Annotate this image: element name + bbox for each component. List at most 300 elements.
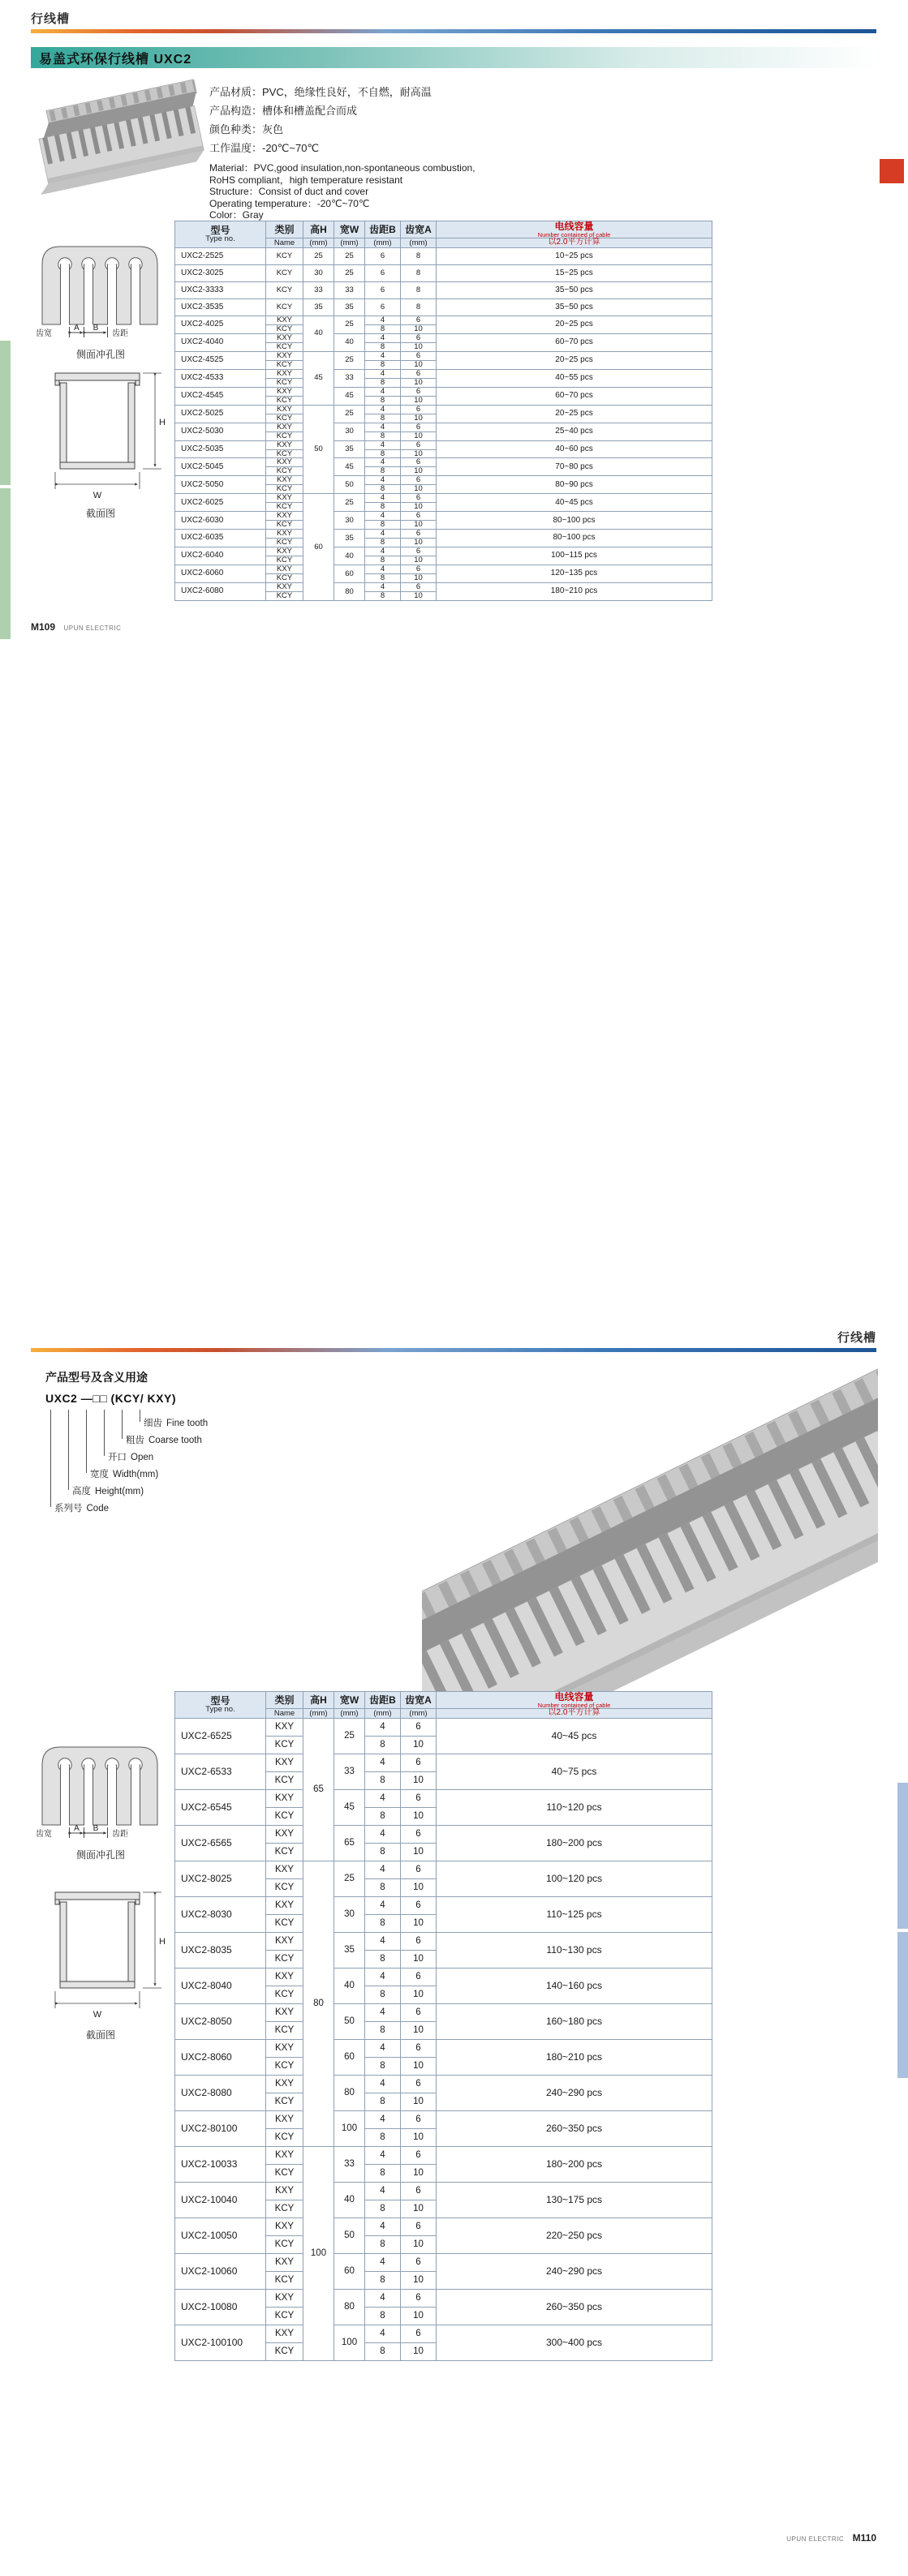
capacity-cell: 110~120 pcs: [437, 1789, 712, 1825]
width-cell: 50: [334, 476, 365, 494]
table-row: [175, 1754, 712, 1771]
tooth-cell: 10: [401, 342, 437, 351]
code-connector-line: [122, 1410, 123, 1439]
tooth-cell: 10: [401, 2021, 437, 2039]
code-label-en: Code: [86, 1504, 109, 1513]
tooth-pitch-label: 齿距: [112, 1830, 128, 1839]
pitch-cell: 4: [365, 2075, 401, 2093]
header-type: 型号 Type no.: [175, 1692, 266, 1719]
width-cell: 60: [334, 2039, 365, 2075]
tooth-cell: 10: [401, 2342, 437, 2360]
model-cell: UXC2-4025: [175, 316, 266, 333]
table-row: [175, 1825, 712, 1843]
tooth-cell: 10: [401, 1986, 437, 2003]
model-cell: UXC2-8050: [175, 2003, 266, 2039]
class-cell: KXY: [266, 2003, 303, 2021]
capacity-cell: 160~180 pcs: [437, 2003, 712, 2039]
pitch-cell: 8: [365, 1986, 401, 2003]
pitch-cell: 4: [365, 530, 401, 539]
class-cell: KXY: [266, 387, 303, 396]
pitch-cell: 6: [365, 264, 401, 281]
page1-title-bar: [31, 47, 876, 68]
class-cell: KCY: [266, 324, 303, 333]
height-cell: 80: [303, 1861, 334, 2146]
width-cell: 30: [334, 423, 365, 440]
pitch-cell: 4: [365, 2218, 401, 2235]
capacity-cell: 35~50 pcs: [437, 281, 712, 298]
class-cell: KCY: [266, 467, 303, 476]
class-cell: KXY: [266, 440, 303, 449]
model-cell: UXC2-10050: [175, 2218, 266, 2253]
tooth-width-label: 齿宽: [36, 1830, 52, 1839]
brand-name: UPUN ELECTRIC: [63, 625, 122, 632]
class-cell: KXY: [266, 2325, 303, 2342]
model-cell: UXC2-3333: [175, 281, 266, 298]
width-cell: 100: [334, 2110, 365, 2146]
tooth-cell: 6: [401, 1861, 437, 1878]
corner-marker-square: [880, 159, 904, 183]
capacity-cell: 260~350 pcs: [437, 2289, 712, 2325]
pitch-cell: 4: [365, 1861, 401, 1878]
spec-line: 产品构造：槽体和槽盖配合而成: [209, 105, 358, 117]
pitch-cell: 8: [365, 556, 401, 565]
model-cell: UXC2-80100: [175, 2110, 266, 2146]
model-cell: UXC2-5030: [175, 423, 266, 440]
class-cell: KXY: [266, 1968, 303, 1986]
model-cell: UXC2-10033: [175, 2146, 266, 2182]
product-photo-small: [29, 76, 206, 219]
model-cell: UXC2-10060: [175, 2253, 266, 2289]
capacity-cell: 20~25 pcs: [437, 316, 712, 333]
pitch-cell: 6: [365, 281, 401, 298]
dim-a-label: A: [74, 1824, 80, 1833]
class-cell: KCY: [266, 247, 303, 264]
capacity-cell: 60~70 pcs: [437, 333, 712, 351]
class-cell: KXY: [266, 1861, 303, 1878]
tooth-cell: 6: [401, 423, 437, 431]
model-code-diagram: [45, 1392, 313, 1522]
pitch-cell: 4: [365, 1896, 401, 1914]
table-row: [175, 369, 712, 378]
header-capacity-note: 以2.0平方计算: [437, 1709, 712, 1719]
header-tooth-width: 齿宽A: [401, 1692, 437, 1709]
code-label-cn: 系列号: [54, 1504, 83, 1513]
width-cell: 50: [334, 2218, 365, 2253]
class-cell: KXY: [266, 369, 303, 378]
model-cell: UXC2-8030: [175, 1896, 266, 1932]
specs-chinese: [209, 83, 432, 157]
pitch-cell: 4: [365, 1932, 401, 1950]
cross-section-caption: 截面图: [85, 2029, 115, 2041]
capacity-cell: 10~25 pcs: [437, 247, 712, 264]
page2-header-rule: [31, 1348, 876, 1352]
model-cell: UXC2-6525: [175, 1718, 266, 1754]
pitch-cell: 4: [365, 476, 401, 485]
class-cell: KCY: [266, 2057, 303, 2075]
width-cell: 25: [334, 494, 365, 512]
width-cell: 30: [334, 512, 365, 530]
width-cell: 45: [334, 458, 365, 476]
pitch-cell: 8: [365, 467, 401, 476]
tooth-cell: 10: [401, 396, 437, 405]
pitch-cell: 8: [365, 378, 401, 387]
pitch-cell: 8: [365, 2235, 401, 2253]
tooth-cell: 10: [401, 1807, 437, 1825]
table-row: [175, 1932, 712, 1950]
code-label-cn: 高度: [72, 1487, 91, 1496]
header-width: 宽W: [334, 221, 365, 238]
table-row: [175, 565, 712, 574]
tooth-cell: 10: [401, 2200, 437, 2218]
class-cell: KCY: [266, 2093, 303, 2110]
width-cell: 25: [334, 1861, 365, 1896]
pitch-cell: 4: [365, 1825, 401, 1843]
code-label-en: Height(mm): [95, 1487, 144, 1496]
model-cell: UXC2-6030: [175, 512, 266, 530]
spec-line: 产品材质：PVC，绝缘性良好，不自燃，耐高温: [209, 86, 432, 98]
pitch-cell: 4: [365, 1754, 401, 1771]
width-cell: 25: [334, 316, 365, 333]
model-cell: UXC2-5050: [175, 476, 266, 494]
code-label-height: [72, 1484, 144, 1497]
width-cell: 60: [334, 2253, 365, 2289]
spec-line: Operating temperature：-20℃~70℃: [209, 197, 370, 209]
class-cell: KXY: [266, 2218, 303, 2235]
model-cell: UXC2-5035: [175, 440, 266, 458]
tooth-cell: 10: [401, 360, 437, 369]
model-cell: UXC2-2525: [175, 247, 266, 264]
class-cell: KCY: [266, 1878, 303, 1896]
capacity-cell: 180~200 pcs: [437, 2146, 712, 2182]
tooth-cell: 10: [401, 2271, 437, 2289]
class-cell: KCY: [266, 1950, 303, 1968]
class-cell: KCY: [266, 1807, 303, 1825]
capacity-cell: 40~45 pcs: [437, 494, 712, 512]
model-cell: UXC2-8080: [175, 2075, 266, 2110]
code-label-open: [108, 1450, 153, 1463]
tooth-cell: 10: [401, 378, 437, 387]
model-cell: UXC2-3535: [175, 298, 266, 316]
pitch-cell: 8: [365, 2307, 401, 2325]
capacity-cell: 110~130 pcs: [437, 1932, 712, 1968]
pitch-cell: 8: [365, 1878, 401, 1896]
table-row: [175, 494, 712, 503]
table-row: [175, 547, 712, 556]
model-cell: UXC2-6035: [175, 530, 266, 547]
tooth-cell: 6: [401, 2182, 437, 2200]
tooth-cell: 6: [401, 1789, 437, 1807]
class-cell: KXY: [266, 547, 303, 556]
model-cell: UXC2-8040: [175, 1968, 266, 2003]
width-cell: 35: [334, 1932, 365, 1968]
header-height: 高H: [303, 1692, 334, 1709]
tooth-cell: 6: [401, 1754, 437, 1771]
spec-line: Structure：Consist of duct and cover: [209, 186, 369, 197]
header-name: 类别: [266, 221, 303, 238]
header-type: 型号 Type no.: [175, 221, 266, 248]
table-row: [175, 2146, 712, 2164]
width-cell: 33: [334, 281, 365, 298]
table-row: [175, 1861, 712, 1878]
header-mm: (mm): [365, 1709, 401, 1719]
tooth-cell: 6: [401, 2253, 437, 2271]
code-label-series: [54, 1501, 109, 1514]
model-cell: UXC2-4525: [175, 351, 266, 369]
capacity-cell: 220~250 pcs: [437, 2218, 712, 2253]
table-row: [175, 247, 712, 264]
class-cell: KCY: [266, 378, 303, 387]
tooth-cell: 6: [401, 2110, 437, 2128]
class-cell: KXY: [266, 1825, 303, 1843]
class-cell: KCY: [266, 521, 303, 530]
class-cell: KXY: [266, 2075, 303, 2093]
tooth-cell: 6: [401, 547, 437, 556]
table-row: [175, 316, 712, 324]
pitch-cell: 6: [365, 298, 401, 316]
header-mm: (mm): [303, 1709, 334, 1719]
pitch-cell: 4: [365, 2253, 401, 2271]
dim-a-label: A: [74, 324, 80, 333]
pitch-cell: 8: [365, 2021, 401, 2039]
class-cell: KCY: [266, 298, 303, 316]
specs-english: [209, 162, 476, 221]
pitch-cell: 8: [365, 1914, 401, 1932]
tooth-cell: 6: [401, 458, 437, 467]
dim-w-label: W: [93, 491, 102, 500]
edge-tab-green: [0, 341, 11, 485]
spec-table-page1: [174, 221, 712, 601]
pitch-cell: 8: [365, 521, 401, 530]
dim-b-label: B: [93, 1824, 99, 1833]
class-cell: KCY: [266, 2271, 303, 2289]
capacity-cell: 35~50 pcs: [437, 298, 712, 316]
class-cell: KXY: [266, 405, 303, 414]
pitch-cell: 4: [365, 1789, 401, 1807]
pitch-cell: 4: [365, 2003, 401, 2021]
page1-footer: [31, 620, 126, 634]
class-cell: KXY: [266, 583, 303, 592]
capacity-cell: 130~175 pcs: [437, 2182, 712, 2218]
page1-header-label: 行线槽: [31, 12, 71, 26]
width-cell: 45: [334, 1789, 365, 1825]
tooth-cell: 10: [401, 2057, 437, 2075]
model-cell: UXC2-100100: [175, 2325, 266, 2360]
model-cell: UXC2-6025: [175, 494, 266, 512]
width-cell: 33: [334, 1754, 365, 1789]
class-cell: KCY: [266, 2235, 303, 2253]
pitch-cell: 8: [365, 2342, 401, 2360]
tooth-cell: 10: [401, 1843, 437, 1861]
pitch-cell: 4: [365, 2110, 401, 2128]
class-cell: KXY: [266, 2039, 303, 2057]
height-cell: 60: [303, 494, 334, 601]
capacity-cell: 80~90 pcs: [437, 476, 712, 494]
class-cell: KCY: [266, 1986, 303, 2003]
width-cell: 33: [334, 2146, 365, 2182]
duct-render: [422, 1367, 878, 1739]
class-cell: KXY: [266, 2110, 303, 2128]
table-row: [175, 440, 712, 449]
spec-line: 颜色种类：灰色: [209, 123, 284, 135]
tooth-cell: 8: [401, 281, 437, 298]
class-cell: KCY: [266, 592, 303, 601]
page2-footer: [665, 2531, 876, 2545]
pitch-cell: 4: [365, 2039, 401, 2057]
class-cell: KCY: [266, 1736, 303, 1754]
width-cell: 65: [334, 1825, 365, 1861]
width-cell: 50: [334, 2003, 365, 2039]
tooth-cell: 10: [401, 414, 437, 423]
capacity-cell: 140~160 pcs: [437, 1968, 712, 2003]
header-mm: (mm): [303, 238, 334, 248]
pitch-cell: 6: [365, 247, 401, 264]
class-cell: KXY: [266, 1932, 303, 1950]
pitch-cell: 8: [365, 2057, 401, 2075]
pitch-cell: 8: [365, 1950, 401, 1968]
side-punch-diagram: [34, 1741, 167, 1846]
code-label-en: Fine tooth: [166, 1419, 209, 1428]
pitch-cell: 4: [365, 440, 401, 449]
header-capacity: 电线容量 Number contained of cable: [437, 221, 712, 238]
class-cell: KCY: [266, 449, 303, 458]
capacity-cell: 100~115 pcs: [437, 547, 712, 565]
code-label-cn: 粗齿: [126, 1436, 144, 1445]
pitch-cell: 4: [365, 512, 401, 521]
table-row: [175, 2325, 712, 2342]
width-cell: 25: [334, 405, 365, 423]
table-row: [175, 1896, 712, 1914]
pitch-cell: 8: [365, 431, 401, 440]
pitch-cell: 4: [365, 387, 401, 396]
model-cell: UXC2-3025: [175, 264, 266, 281]
tooth-pitch-label: 齿距: [112, 329, 128, 338]
capacity-cell: 40~45 pcs: [437, 1718, 712, 1754]
tooth-cell: 6: [401, 2218, 437, 2235]
table-row: [175, 530, 712, 539]
width-cell: 25: [334, 1718, 365, 1754]
tooth-cell: 10: [401, 2164, 437, 2182]
pitch-cell: 4: [365, 2325, 401, 2342]
tooth-cell: 6: [401, 316, 437, 324]
edge-tab-blue: [897, 1783, 908, 1929]
tooth-cell: 10: [401, 2093, 437, 2110]
table-row: [175, 423, 712, 431]
tooth-cell: 8: [401, 247, 437, 264]
product-photo-large: [422, 1367, 878, 1739]
class-cell: KCY: [266, 431, 303, 440]
pitch-cell: 4: [365, 316, 401, 324]
class-cell: KCY: [266, 414, 303, 423]
pitch-cell: 8: [365, 574, 401, 583]
class-cell: KXY: [266, 351, 303, 360]
capacity-cell: 180~200 pcs: [437, 1825, 712, 1861]
tooth-cell: 10: [401, 539, 437, 547]
code-label-coarse-tooth: [126, 1433, 202, 1446]
class-cell: KXY: [266, 530, 303, 539]
model-cell: UXC2-6545: [175, 1789, 266, 1825]
edge-tab-blue: [897, 1932, 908, 2078]
class-cell: KXY: [266, 565, 303, 574]
side-punch-caption: 侧面冲孔图: [75, 349, 125, 360]
width-cell: 25: [334, 264, 365, 281]
tooth-cell: 10: [401, 592, 437, 601]
width-cell: 80: [334, 2075, 365, 2110]
tooth-cell: 6: [401, 351, 437, 360]
code-label-cn: 宽度: [90, 1470, 109, 1479]
pitch-cell: 8: [365, 324, 401, 333]
width-cell: 35: [334, 530, 365, 547]
pitch-cell: 8: [365, 539, 401, 547]
class-cell: KXY: [266, 494, 303, 503]
table-row: [175, 512, 712, 521]
tooth-cell: 10: [401, 1736, 437, 1754]
class-cell: KCY: [266, 1843, 303, 1861]
model-cell: UXC2-5045: [175, 458, 266, 476]
capacity-cell: 60~70 pcs: [437, 387, 712, 405]
width-cell: 25: [334, 351, 365, 369]
dim-b-label: B: [93, 324, 99, 333]
pitch-cell: 4: [365, 423, 401, 431]
header-name-en: Name: [266, 1709, 303, 1719]
capacity-cell: 40~55 pcs: [437, 369, 712, 387]
capacity-cell: 110~125 pcs: [437, 1896, 712, 1932]
dim-h-label: H: [159, 1937, 166, 1947]
pitch-cell: 8: [365, 592, 401, 601]
model-cell: UXC2-8025: [175, 1861, 266, 1896]
height-cell: 35: [303, 298, 334, 316]
table-row: [175, 1968, 712, 1986]
model-cell: UXC2-4040: [175, 333, 266, 351]
pitch-cell: 4: [365, 583, 401, 592]
code-label-en: Width(mm): [113, 1470, 159, 1479]
pitch-cell: 4: [365, 1718, 401, 1736]
tooth-cell: 6: [401, 476, 437, 485]
tooth-cell: 10: [401, 2235, 437, 2253]
header-capacity-note: 以2.0平方计算: [437, 238, 712, 248]
table-row: [175, 387, 712, 396]
model-cell: UXC2-4545: [175, 387, 266, 405]
cross-section-caption: 截面图: [85, 508, 115, 519]
class-cell: KXY: [266, 423, 303, 431]
class-cell: KCY: [266, 2164, 303, 2182]
class-cell: KCY: [266, 503, 303, 512]
class-cell: KCY: [266, 1914, 303, 1932]
class-cell: KCY: [266, 2342, 303, 2360]
side-punch-diagram: [34, 240, 167, 346]
tooth-cell: 6: [401, 2075, 437, 2093]
spec-line: Color：Gray: [209, 209, 264, 221]
page1-title: 易盖式环保行线槽 UXC2: [39, 52, 192, 67]
height-cell: 33: [303, 281, 334, 298]
class-cell: KCY: [266, 2021, 303, 2039]
class-cell: KXY: [266, 2182, 303, 2200]
width-cell: 40: [334, 2182, 365, 2218]
width-cell: 40: [334, 1968, 365, 2003]
table-row: [175, 1789, 712, 1807]
spec-table-page2: [174, 1691, 712, 2361]
tooth-cell: 6: [401, 369, 437, 378]
capacity-cell: 80~100 pcs: [437, 512, 712, 530]
class-cell: KCY: [266, 264, 303, 281]
capacity-cell: 40~75 pcs: [437, 1754, 712, 1789]
class-cell: KCY: [266, 2128, 303, 2146]
pitch-cell: 4: [365, 351, 401, 360]
tooth-cell: 6: [401, 2325, 437, 2342]
class-cell: KCY: [266, 396, 303, 405]
tooth-cell: 6: [401, 1825, 437, 1843]
height-cell: 30: [303, 264, 334, 281]
pitch-cell: 8: [365, 360, 401, 369]
